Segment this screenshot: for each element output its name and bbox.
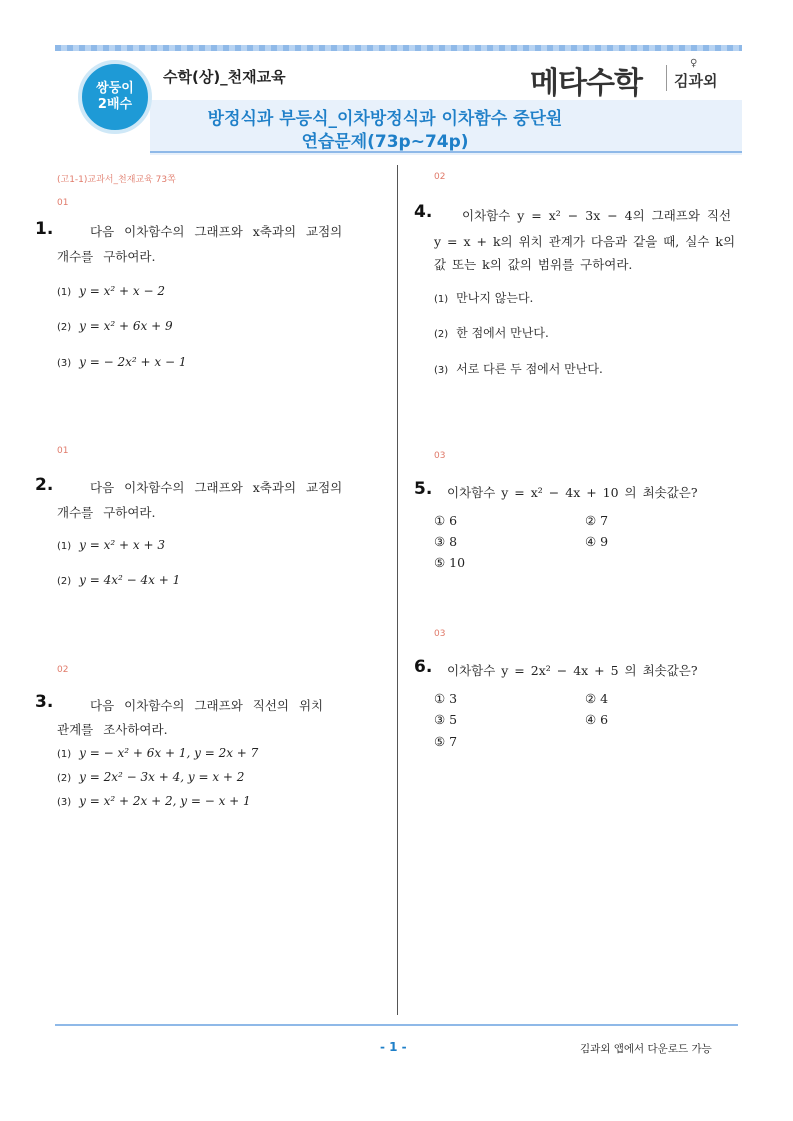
answer-option: ② 4 [585,691,609,706]
item-expression: y = x² + 2x + 2, y = − x + 1 [79,794,251,808]
answer-option: ④ 9 [585,534,609,549]
question-text: 이차함수 y = 2x² − 4x + 5 의 최솟값은? [447,663,698,678]
item-expression: y = 4x² − 4x + 1 [79,573,181,587]
item-number: (2) [57,322,72,333]
answer-option: ④ 6 [585,712,609,727]
page-title: 방정식과 부등식_이차방정식과 이차함수 중단원 [207,109,563,129]
item-number: (2) [57,773,72,784]
answer-option: ① 3 [434,691,458,706]
subject-label: 수학(상)_천재교육 [163,68,286,86]
question-code: 01 [57,198,69,208]
source-label: (고1-1)교과서_천재교육 73쪽 [57,175,176,185]
badge-line2: 2배수 [97,97,133,112]
answer-option: ③ 5 [434,712,458,727]
sub-item [434,289,533,306]
question-number: 4. [414,202,433,222]
question-text: 개수를 구하여라. [57,505,156,520]
sub-item [57,538,165,552]
answer-option: ⑤ 7 [434,734,458,749]
question-text: 다음 이차함수의 그래프와 직선의 위치 [90,698,324,713]
question-text: y = x + k의 위치 관계가 다음과 같을 때, 실수 k의 [434,234,736,249]
question-code: 03 [434,629,446,639]
item-expression: y = x² + 6x + 9 [79,319,173,333]
footer-line [55,1024,738,1026]
item-number: (2) [434,329,449,340]
item-number: (1) [57,541,72,552]
question-code: 02 [434,172,446,182]
question-number: 5. [414,479,433,499]
twin-badge [78,60,152,134]
item-number: (2) [57,576,72,587]
item-expression: y = − 2x² + x − 1 [79,355,187,369]
page-number: - 1 - [380,1040,407,1054]
item-number: (1) [57,749,72,760]
item-expression: y = − x² + 6x + 1, y = 2x + 7 [79,746,259,760]
question-number: 6. [414,657,433,677]
answer-option: ⑤ 10 [434,555,466,570]
item-text: 한 점에서 만난다. [456,326,549,340]
item-number: (1) [434,294,449,305]
metamath-logo: 메타수학 [530,66,642,101]
answer-option: ② 7 [585,513,609,528]
question-text: 관계를 조사하여라. [57,722,168,737]
answer-option: ③ 8 [434,534,458,549]
item-number: (3) [57,797,72,808]
page-subtitle: 연습문제(73p~74p) [301,132,469,152]
sub-item [57,770,244,784]
question-text: 다음 이차함수의 그래프와 x축과의 교점의 [90,224,343,239]
sub-item [434,360,603,377]
item-expression: y = x² + x + 3 [79,538,165,552]
question-code: 01 [57,446,69,456]
item-expression: y = x² + x − 2 [79,284,165,298]
question-code: 03 [434,451,446,461]
question-number: 2. [35,475,54,495]
item-number: (1) [57,287,72,298]
kimgwaoe-logo: 김과외 [674,72,718,90]
person-icon: ♀ [690,58,698,69]
question-text: 다음 이차함수의 그래프와 x축과의 교점의 [90,480,343,495]
sub-item [57,573,180,587]
column-divider [397,165,398,1015]
item-expression: y = 2x² − 3x + 4, y = x + 2 [79,770,245,784]
sub-item [57,284,165,298]
question-text: 개수를 구하여라. [57,249,156,264]
badge-line1: 쌍둥이 [96,81,134,96]
question-text: 이차함수 y = x² − 4x + 10 의 최솟값은? [447,485,698,500]
sub-item [434,324,549,341]
item-text: 서로 다른 두 점에서 만난다. [456,362,603,376]
sub-item [57,746,258,760]
item-text: 만나지 않는다. [456,291,534,305]
question-text: 이차함수 y = x² − 3x − 4의 그래프와 직선 [462,208,732,223]
item-number: (3) [434,365,449,376]
question-number: 3. [35,692,54,712]
sub-item [57,319,173,333]
question-code: 02 [57,665,69,675]
answer-option: ① 6 [434,513,458,528]
logo-separator [666,65,667,91]
footer-note: 김과외 앱에서 다운로드 가능 [580,1043,712,1055]
top-decorative-bar [55,45,742,51]
question-number: 1. [35,219,54,239]
question-text: 값 또는 k의 값의 범위를 구하여라. [434,257,633,272]
sub-item [57,794,251,808]
sub-item [57,355,187,369]
item-number: (3) [57,358,72,369]
